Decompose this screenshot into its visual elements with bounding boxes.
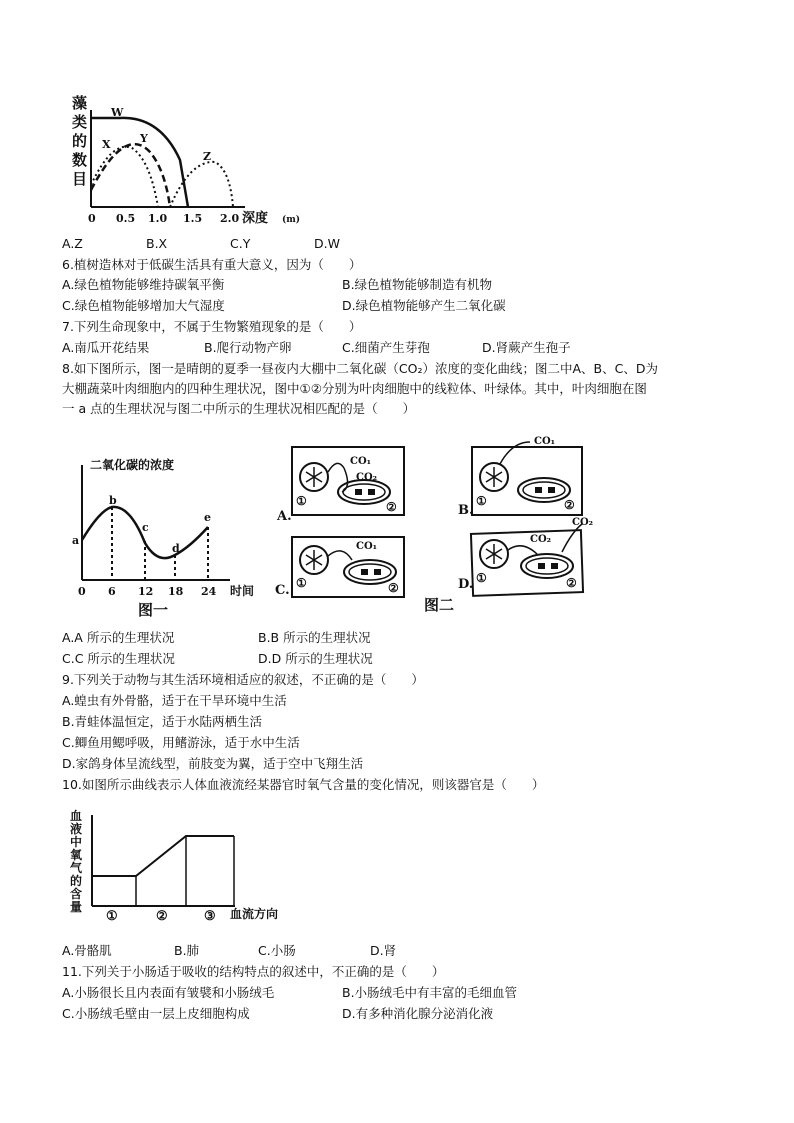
q8-stem-line2: 大棚蔬菜叶肉细胞内的四种生理状况，图中①②分别为叶肉细胞中的线粒体、叶绿体。其中，叶肉细胞在图 <box>62 381 647 396</box>
circle-1: ① <box>476 494 487 508</box>
point-c: c <box>142 521 149 534</box>
chart-ylabel: 血液中氧气的含量 <box>70 809 83 914</box>
chart-title: 二氧化碳的浓度 <box>90 458 175 472</box>
letter-c: C. <box>275 583 290 598</box>
curve-label-x: X <box>102 138 111 151</box>
q7-option-a[interactable]: A.南瓜开花结果 <box>62 340 150 355</box>
figure-caption: 图一 <box>138 601 169 619</box>
circle-1: ① <box>296 494 307 508</box>
circle-2: ② <box>564 498 575 512</box>
q9-stem: 9.下列关于动物与其生活环境相适应的叙述，不正确的是（ ） <box>62 672 424 687</box>
x-axis-label: 深度 <box>242 211 269 226</box>
figure-caption: 图二 <box>424 596 455 614</box>
q11-option-a[interactable]: A.小肠很长且内表面有皱襞和小肠绒毛 <box>62 985 275 1000</box>
q5-option-d[interactable]: D.W <box>314 236 340 251</box>
q10-option-d[interactable]: D.肾 <box>370 943 397 958</box>
q10-option-c[interactable]: C.小肠 <box>258 943 296 958</box>
circle-2: ② <box>386 500 397 514</box>
q8-option-a[interactable]: A.A 所示的生理状况 <box>62 630 175 645</box>
letter-a: A. <box>277 509 292 524</box>
cell-d <box>458 517 593 596</box>
q6-option-d[interactable]: D.绿色植物能够产生二氧化碳 <box>342 298 506 313</box>
x-tick: 0.5 <box>116 212 136 225</box>
co2-concentration-chart <box>70 455 270 620</box>
q8-option-c[interactable]: C.C 所示的生理状况 <box>62 651 175 666</box>
q10-option-b[interactable]: B.肺 <box>174 943 200 958</box>
q11-stem: 11.下列关于小肠适于吸收的结构特点的叙述中，不正确的是（ ） <box>62 964 445 979</box>
x-axis-unit: (m) <box>282 215 301 225</box>
x-axis-label: 时间 <box>230 584 255 598</box>
q9-option-c[interactable]: C.鲫鱼用鳃呼吸，用鳍游泳，适于水中生活 <box>62 735 300 750</box>
blood-oxygen-chart <box>70 810 310 935</box>
q11-option-d[interactable]: D.有多种消化腺分泌消化液 <box>342 1006 494 1021</box>
x-axis-label: 血流方向 <box>230 907 279 921</box>
point-b: b <box>109 494 117 507</box>
x-tick: 12 <box>138 585 154 598</box>
cell-states-figure <box>272 432 612 617</box>
x-tick: 0 <box>88 212 96 225</box>
q9-option-a[interactable]: A.蝗虫有外骨骼，适于在干旱环境中生活 <box>62 693 287 708</box>
x-tick: 1.0 <box>148 212 168 225</box>
point-d: d <box>172 542 180 555</box>
curve-label-z: Z <box>203 150 212 163</box>
letter-b: B. <box>458 503 474 518</box>
segment-2: ② <box>156 909 168 924</box>
curve-label-w: W <box>111 106 124 119</box>
x-tick: 18 <box>168 585 184 598</box>
q11-option-c[interactable]: C.小肠绒毛壁由一层上皮细胞构成 <box>62 1006 250 1021</box>
circle-1: ① <box>296 576 307 590</box>
curve-label-y: Y <box>140 132 148 145</box>
x-tick: 6 <box>108 585 116 598</box>
co2-label: CO₂ <box>356 472 378 483</box>
q5-option-a[interactable]: A.Z <box>62 236 83 251</box>
q10-stem: 10.如图所示曲线表示人体血液流经某器官时氧气含量的变化情况，则该器官是（ ） <box>62 777 545 792</box>
x-tick: 1.5 <box>183 212 203 225</box>
cell-c <box>275 537 404 598</box>
q8-stem-line3: 一 a 点的生理状况与图二中所示的生理状况相匹配的是（ ） <box>62 401 416 416</box>
q6-option-a[interactable]: A.绿色植物能够维持碳氧平衡 <box>62 277 225 292</box>
x-tick: 0 <box>78 585 86 598</box>
co1-label: CO₁ <box>534 436 556 447</box>
circle-2: ② <box>388 581 399 595</box>
x-tick: 2.0 <box>220 212 240 225</box>
segment-1: ① <box>106 909 118 924</box>
point-a: a <box>72 534 80 547</box>
q7-option-d[interactable]: D.肾蕨产生孢子 <box>482 340 571 355</box>
circle-2: ② <box>566 576 577 590</box>
point-e: e <box>204 511 211 524</box>
q6-option-c[interactable]: C.绿色植物能够增加大气湿度 <box>62 298 225 313</box>
q9-option-b[interactable]: B.青蛙体温恒定，适于水陆两栖生活 <box>62 714 263 729</box>
q7-option-c[interactable]: C.细菌产生芽孢 <box>342 340 430 355</box>
co1-label: CO₁ <box>350 456 372 467</box>
q5-option-b[interactable]: B.X <box>146 236 168 251</box>
co2-label: CO₂ <box>572 517 594 528</box>
segment-3: ③ <box>204 909 216 924</box>
chart-ylabel: 藻类的数目 <box>72 94 88 188</box>
cell-a <box>276 447 404 524</box>
x-tick: 24 <box>201 585 217 598</box>
q6-stem: 6.植树造林对于低碳生活具有重大意义，因为（ ） <box>62 257 362 272</box>
q8-option-b[interactable]: B.B 所示的生理状况 <box>258 630 371 645</box>
q8-option-d[interactable]: D.D 所示的生理状况 <box>258 651 373 666</box>
q11-option-b[interactable]: B.小肠绒毛中有丰富的毛细血管 <box>342 985 518 1000</box>
co2-label: CO₂ <box>530 534 552 545</box>
q5-option-c[interactable]: C.Y <box>230 236 251 251</box>
q8-stem-line1: 8.如下图所示，图一是晴朗的夏季一昼夜内大棚中二氧化碳（CO₂）浓度的变化曲线；图二中A、B、C、D为 <box>62 361 658 376</box>
algae-depth-chart <box>70 90 310 230</box>
q9-option-d[interactable]: D.家鸽身体呈流线型，前肢变为翼，适于空中飞翔生活 <box>62 756 364 771</box>
q6-option-b[interactable]: B.绿色植物能够制造有机物 <box>342 277 493 292</box>
q7-stem: 7.下列生命现象中，不属于生物繁殖现象的是（ ） <box>62 319 362 334</box>
co1-label: CO₁ <box>356 541 378 552</box>
cell-b <box>458 436 582 518</box>
q7-option-b[interactable]: B.爬行动物产卵 <box>204 340 292 355</box>
circle-1: ① <box>476 571 487 585</box>
letter-d: D. <box>458 577 474 592</box>
q10-option-a[interactable]: A.骨骼肌 <box>62 943 112 958</box>
